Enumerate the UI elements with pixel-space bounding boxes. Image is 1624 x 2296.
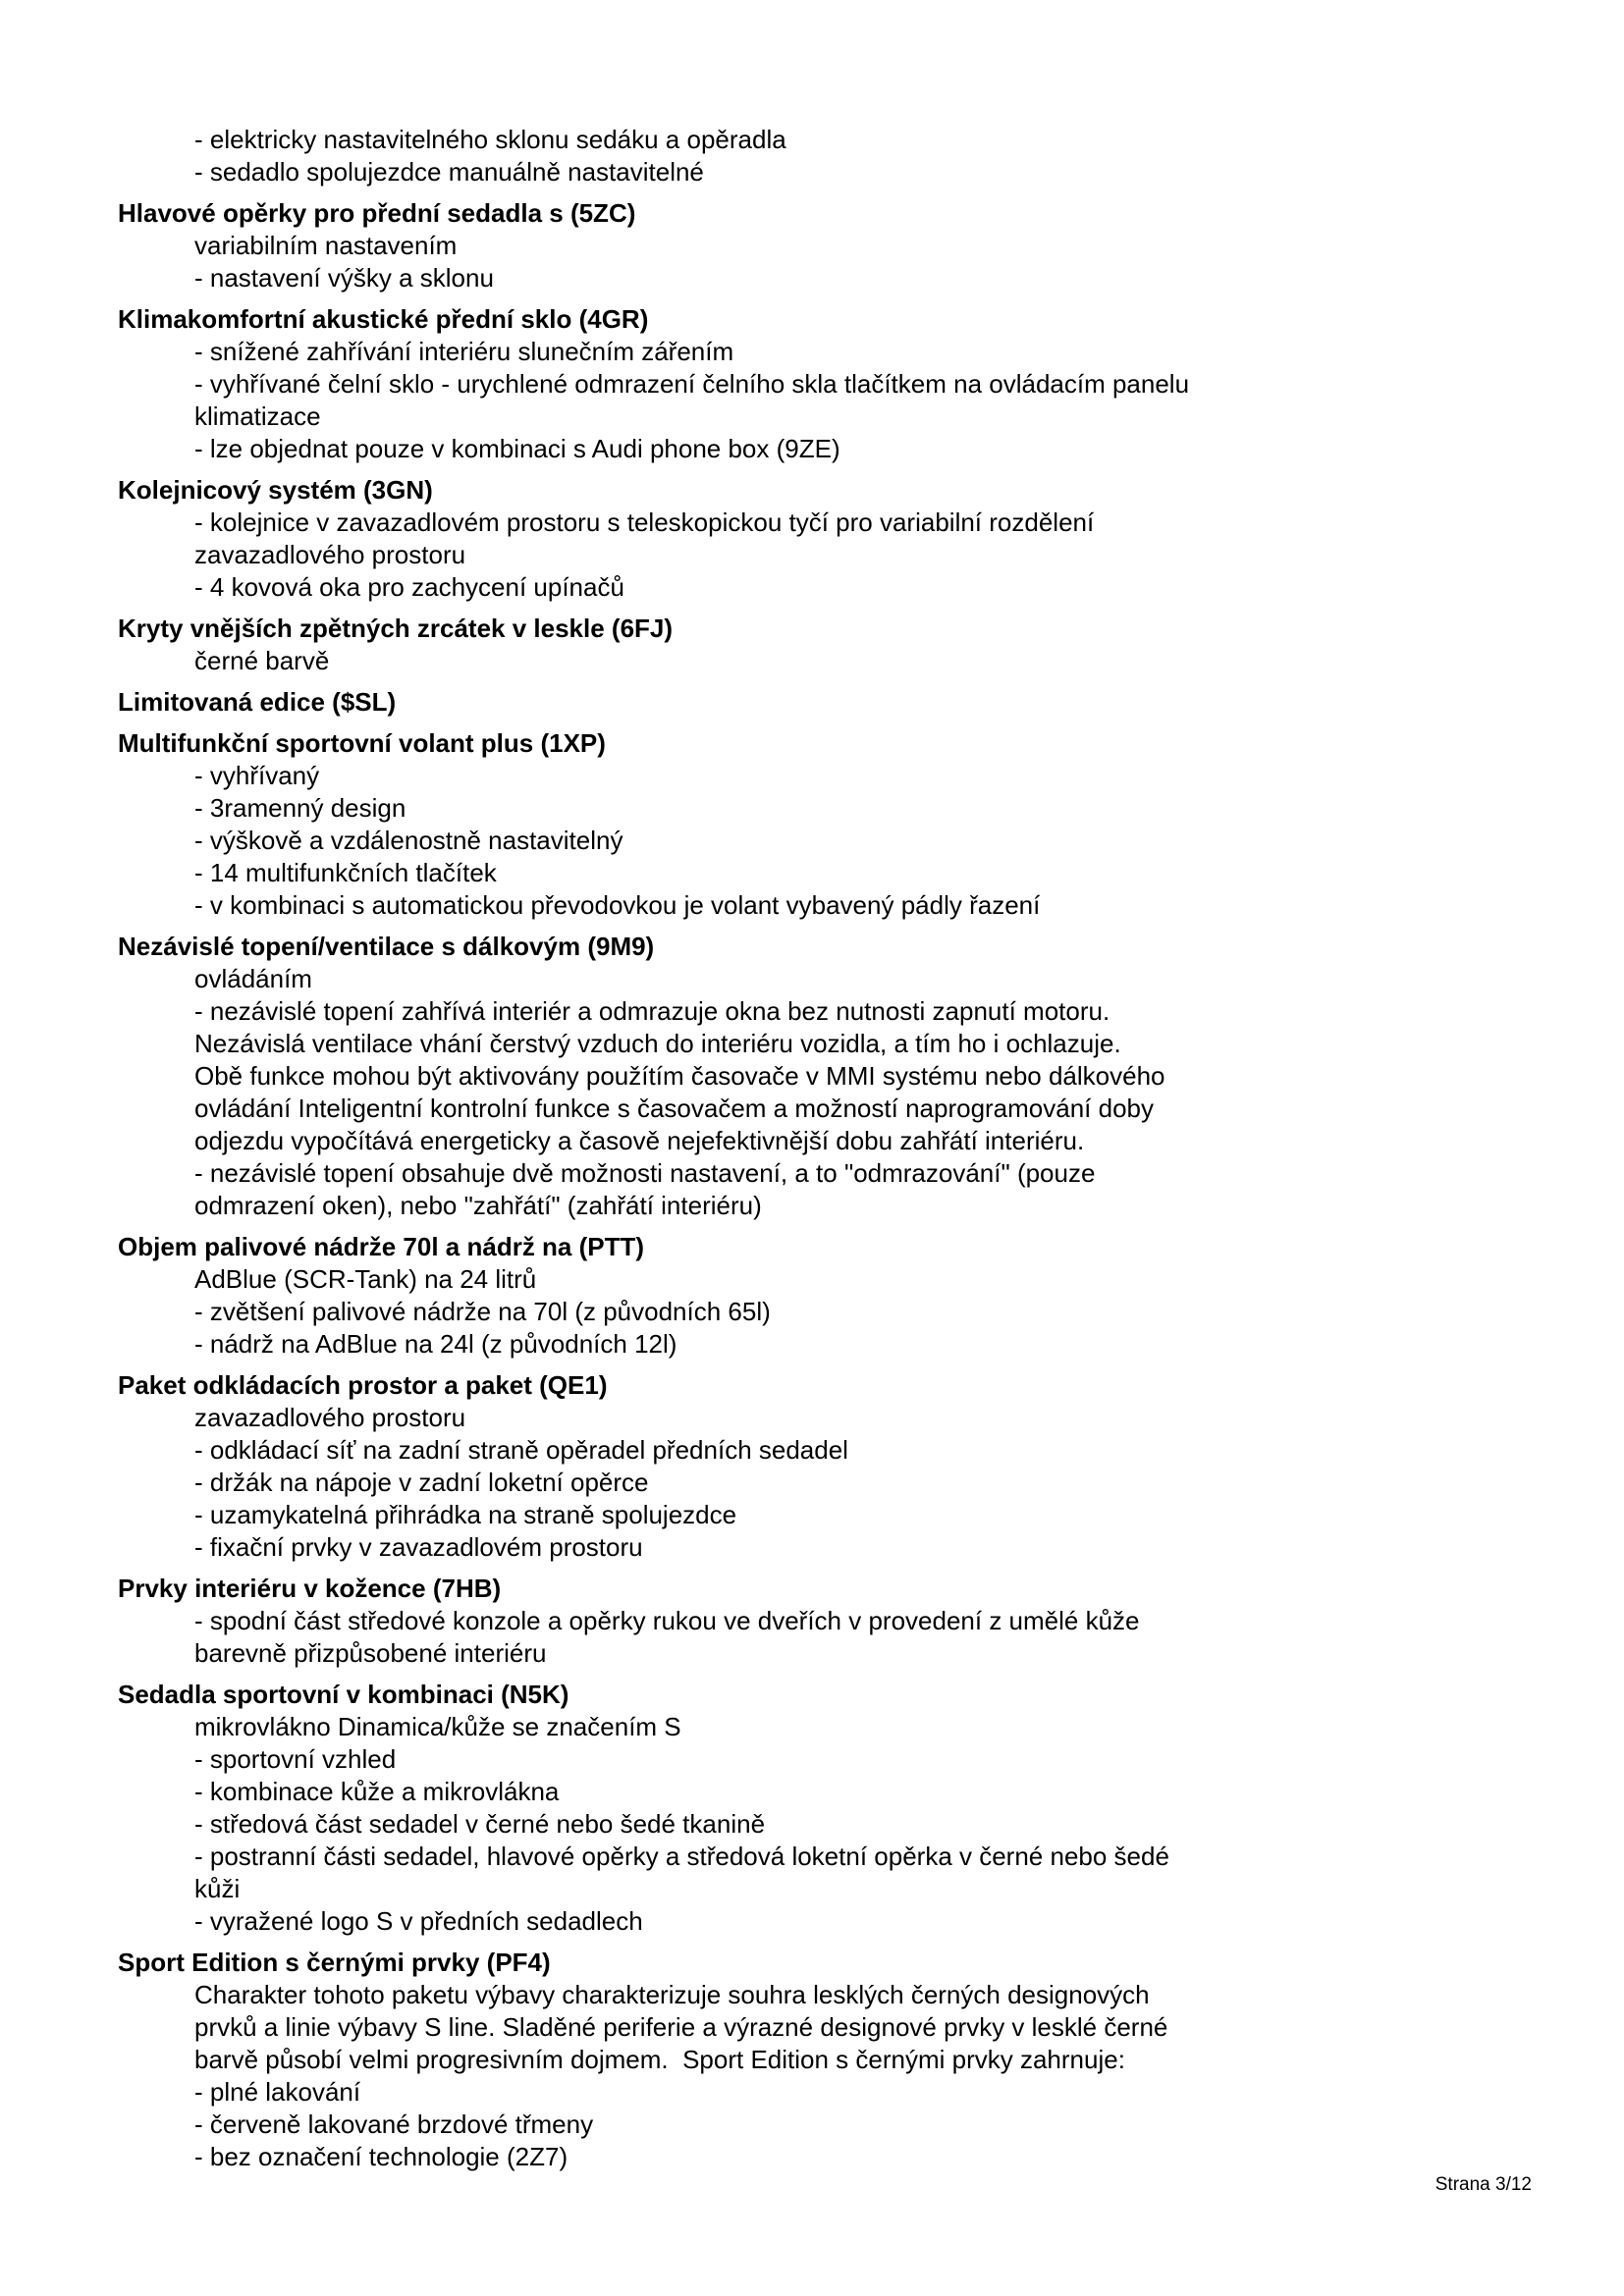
text-line: - 14 multifunkčních tlačítek — [194, 858, 497, 887]
text-line: Nezávislá ventilace vhání čerstvý vzduch do interiéru vozidla, a tím ho i ochlazuje. — [194, 1029, 1121, 1058]
text-line: - kolejnice v zavazadlovém prostoru s teleskopickou tyčí pro variabilní rozdělení — [194, 507, 1095, 537]
text-line: - elektricky nastavitelného sklonu sedáku a opěradla — [194, 125, 786, 154]
text-line: - nádrž na AdBlue na 24l (z původních 12l) — [194, 1329, 677, 1359]
section-heading: Limitovaná edice ($SL) — [118, 687, 397, 717]
text-line: barvě působí velmi progresivním dojmem. Sport Edition s černými prvky zahrnuje: — [194, 2045, 1125, 2074]
text-line: - výškově a vzdálenostně nastavitelný — [194, 826, 623, 855]
section-heading: Multifunkční sportovní volant plus (1XP) — [118, 728, 606, 758]
text-line: zavazadlového prostoru — [194, 1403, 466, 1432]
text-line: - odkládací síť na zadní straně opěradel předních sedadel — [194, 1435, 848, 1465]
text-line: ovládáním — [194, 964, 312, 993]
section-heading: Kryty vnějších zpětných zrcátek v leskle (6FJ) — [118, 614, 674, 643]
text-line: - vyhřívané čelní sklo - urychlené odmrazení čelního skla tlačítkem na ovládacím panelu — [194, 369, 1190, 399]
text-line: zavazadlového prostoru — [194, 540, 466, 569]
text-line: - červeně lakované brzdové třmeny — [194, 2109, 594, 2139]
text-line: černé barvě — [194, 646, 330, 675]
section-heading: Nezávislé topení/ventilace s dálkovým (9M9) — [118, 932, 655, 961]
text-line: - nezávislé topení obsahuje dvě možnosti nastavení, a to "odmrazování" (pouze — [194, 1158, 1096, 1188]
text-line: - plné lakování — [194, 2077, 361, 2107]
text-line: - uzamykatelná přihrádka na straně spolujezdce — [194, 1500, 737, 1529]
text-line: klimatizace — [194, 401, 321, 431]
text-line: mikrovlákno Dinamica/kůže se značením S — [194, 1712, 681, 1741]
text-line: - fixační prvky v zavazadlovém prostoru — [194, 1532, 643, 1562]
text-line: - snížené zahřívání interiéru slunečním zářením — [194, 337, 734, 366]
text-line: - kombinace kůže a mikrovlákna — [194, 1777, 560, 1806]
text-line: - držák na nápoje v zadní loketní opěrce — [194, 1468, 649, 1497]
text-line: - lze objednat pouze v kombinaci s Audi phone box (9ZE) — [194, 434, 840, 463]
document-body — [0, 124, 1624, 2173]
text-line: Charakter tohoto paketu výbavy charakterizuje souhra lesklých černých designových — [194, 1980, 1150, 2009]
text-line: - sportovní vzhled — [194, 1744, 397, 1774]
text-line: - 3ramenný design — [194, 793, 406, 823]
text-line: AdBlue (SCR-Tank) na 24 litrů — [194, 1264, 537, 1294]
page-number: Strana 3/12 — [1435, 2174, 1532, 2195]
section-heading: Objem palivové nádrže 70l a nádrž na (PTT) — [118, 1232, 645, 1261]
text-line: Obě funkce mohou být aktivovány použítím časovače v MMI systému nebo dálkového — [194, 1061, 1165, 1091]
text-line: - bez označení technologie (2Z7) — [194, 2142, 568, 2171]
text-line: - vyražené logo S v předních sedadlech — [194, 1906, 643, 1936]
text-line: odjezdu vypočítává energeticky a časově nejefektivnější dobu zahřátí interiéru. — [194, 1126, 1085, 1155]
text-line: - nastavení výšky a sklonu — [194, 263, 494, 293]
text-line: - sedadlo spolujezdce manuálně nastavitelné — [194, 157, 704, 187]
text-line: - postranní části sedadel, hlavové opěrky a středová loketní opěrka v černé nebo šedé — [194, 1842, 1169, 1871]
section-heading: Kolejnicový systém (3GN) — [118, 475, 433, 505]
text-line: - zvětšení palivové nádrže na 70l (z původních 65l) — [194, 1297, 771, 1326]
section-heading: Klimakomfortní akustické přední sklo (4GR) — [118, 304, 649, 334]
text-line: kůži — [194, 1874, 241, 1903]
text-line: prvků a linie výbavy S line. Sladěné periferie a výrazné designové prvky v lesklé černé — [194, 2012, 1168, 2042]
text-line: - nezávislé topení zahřívá interiér a odmrazuje okna bez nutnosti zapnutí motoru. — [194, 996, 1110, 1026]
text-line: ovládání Inteligentní kontrolní funkce s časovačem a možností naprogramování doby — [194, 1094, 1155, 1123]
text-line: - 4 kovová oka pro zachycení upínačů — [194, 572, 624, 602]
text-line: - v kombinaci s automatickou převodovkou je volant vybavený pádly řazení — [194, 890, 1041, 920]
text-line: - spodní část středové konzole a opěrky rukou ve dveřích v provedení z umělé kůže — [194, 1606, 1140, 1635]
section-heading: Sedadla sportovní v kombinaci (N5K) — [118, 1680, 569, 1709]
section-heading: Paket odkládacích prostor a paket (QE1) — [118, 1370, 608, 1400]
text-line: barevně přizpůsobené interiéru — [194, 1638, 547, 1668]
text-line: - vyhřívaný — [194, 761, 320, 790]
text-line: odmrazení oken), nebo "zahřátí" (zahřátí interiéru) — [194, 1191, 762, 1220]
section-heading: Prvky interiéru v kožence (7HB) — [118, 1574, 502, 1603]
text-line: variabilním nastavením — [194, 231, 458, 260]
section-heading: Hlavové opěrky pro přední sedadla s (5ZC) — [118, 198, 636, 228]
text-line: - středová část sedadel v černé nebo šedé tkanině — [194, 1809, 766, 1839]
section-heading: Sport Edition s černými prvky (PF4) — [118, 1948, 551, 1977]
